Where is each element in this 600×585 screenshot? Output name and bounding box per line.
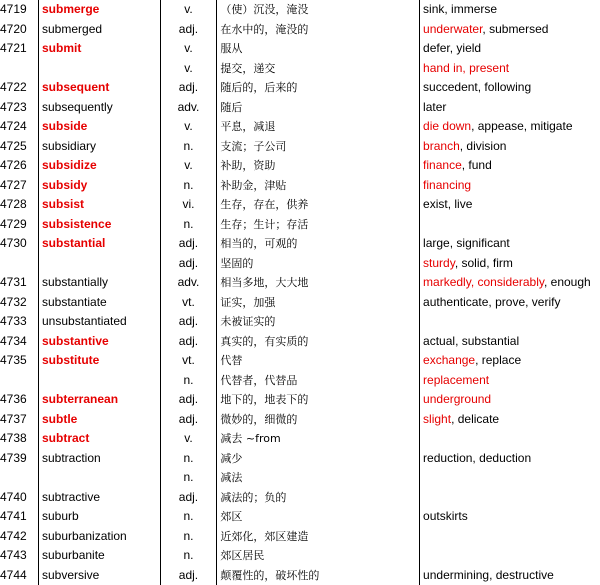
table-row bbox=[0, 117, 600, 137]
english-synonyms bbox=[420, 468, 600, 488]
headword: subsequent bbox=[39, 78, 161, 98]
synonym-highlighted: financing bbox=[423, 177, 472, 192]
synonym-text: , submersed bbox=[482, 21, 549, 36]
headword bbox=[39, 59, 161, 79]
english-synonyms bbox=[420, 312, 600, 332]
synonym-text: exist, live bbox=[423, 197, 473, 211]
synonym-text: , enough bbox=[543, 275, 591, 289]
synonym-text: actual, substantial bbox=[423, 333, 520, 348]
part-of-speech: n. bbox=[160, 215, 217, 235]
table-row bbox=[0, 137, 600, 157]
headword: subsequently bbox=[39, 98, 161, 118]
synonym-text: outskirts bbox=[423, 509, 468, 523]
table-row bbox=[0, 351, 600, 371]
synonym-text: authenticate, prove, verify bbox=[423, 294, 561, 309]
table-row bbox=[0, 488, 600, 508]
part-of-speech: adj. bbox=[160, 390, 217, 410]
synonym-text: undermining, destructive bbox=[423, 567, 554, 582]
entry-number: 4731 bbox=[0, 275, 27, 289]
headword: suburbanization bbox=[39, 527, 161, 547]
synonym-text: , solid, firm bbox=[454, 255, 513, 270]
english-synonyms bbox=[420, 273, 600, 293]
part-of-speech: adj. bbox=[160, 254, 217, 274]
english-synonyms bbox=[420, 371, 600, 391]
headword: subversive bbox=[39, 566, 161, 585]
entry-number: 4720 bbox=[0, 21, 27, 36]
english-synonyms bbox=[420, 351, 600, 371]
headword: subsistence bbox=[39, 215, 161, 235]
entry-number: 4732 bbox=[0, 294, 27, 309]
table-row bbox=[0, 273, 600, 293]
entry-number bbox=[0, 59, 39, 79]
chinese-meaning: 坚固的 bbox=[220, 256, 254, 270]
entry-number: 4741 bbox=[0, 509, 27, 523]
headword: subsidize bbox=[39, 156, 161, 176]
synonym-text: , appease, mitigate bbox=[471, 119, 573, 133]
synonym-highlighted: underground bbox=[423, 392, 492, 406]
table-row bbox=[0, 59, 600, 79]
part-of-speech: n. bbox=[160, 546, 217, 566]
part-of-speech: v. bbox=[160, 429, 217, 449]
headword: substantiate bbox=[39, 293, 161, 313]
headword: subtractive bbox=[39, 488, 161, 508]
chinese-meaning: 减去 ~from bbox=[220, 432, 281, 445]
part-of-speech: adj. bbox=[160, 410, 217, 430]
chinese-meaning: 支流；子公司 bbox=[220, 139, 287, 153]
table-row bbox=[0, 410, 600, 430]
part-of-speech: adv. bbox=[160, 98, 217, 118]
entry-number: 4740 bbox=[0, 489, 27, 504]
entry-number: 4724 bbox=[0, 119, 27, 133]
chinese-meaning: 颠覆性的，破坏性的 bbox=[220, 568, 320, 582]
entry-number: 4744 bbox=[0, 567, 27, 582]
synonym-text: later bbox=[423, 99, 447, 114]
entry-number: 4742 bbox=[0, 528, 27, 543]
chinese-meaning: 平息，减退 bbox=[220, 120, 276, 133]
synonym-highlighted: finance bbox=[423, 158, 462, 172]
table-row bbox=[0, 234, 600, 254]
entry-number: 4726 bbox=[0, 158, 27, 172]
english-synonyms bbox=[420, 98, 600, 118]
table-row bbox=[0, 195, 600, 215]
entry-number: 4738 bbox=[0, 431, 27, 445]
synonym-text: , division bbox=[459, 138, 507, 153]
english-synonyms bbox=[420, 195, 600, 215]
english-synonyms bbox=[420, 137, 600, 157]
chinese-meaning: 证实，加强 bbox=[220, 295, 276, 309]
headword: subterranean bbox=[39, 390, 161, 410]
table-row bbox=[0, 176, 600, 196]
headword: submerge bbox=[39, 0, 161, 20]
chinese-meaning: 生存，存在，供养 bbox=[220, 198, 309, 211]
headword: substantive bbox=[39, 332, 161, 352]
chinese-meaning: 代替 bbox=[220, 354, 243, 367]
chinese-meaning: 减少 bbox=[220, 451, 243, 465]
synonym-highlighted: markedly, considerably bbox=[423, 275, 544, 289]
part-of-speech: n. bbox=[160, 371, 217, 391]
part-of-speech: adj. bbox=[160, 78, 217, 98]
table-row bbox=[0, 20, 600, 40]
part-of-speech: n. bbox=[160, 468, 217, 488]
part-of-speech: vt. bbox=[160, 351, 217, 371]
headword: substitute bbox=[39, 351, 161, 371]
english-synonyms bbox=[420, 78, 600, 98]
table-row bbox=[0, 39, 600, 59]
entry-number: 4721 bbox=[0, 41, 27, 55]
entry-number: 4737 bbox=[0, 411, 27, 426]
chinese-meaning: 地下的，地表下的 bbox=[220, 393, 309, 406]
part-of-speech: adj. bbox=[160, 312, 217, 332]
table-row bbox=[0, 215, 600, 235]
table-row bbox=[0, 468, 600, 488]
part-of-speech: adj. bbox=[160, 488, 217, 508]
synonym-text: defer, yield bbox=[423, 41, 482, 55]
entry-number: 4735 bbox=[0, 353, 27, 367]
english-synonyms bbox=[420, 156, 600, 176]
english-synonyms bbox=[420, 215, 600, 235]
chinese-meaning: 补助金，津贴 bbox=[220, 178, 287, 192]
english-synonyms bbox=[420, 449, 600, 469]
table-row bbox=[0, 332, 600, 352]
headword: subsidy bbox=[39, 176, 161, 196]
synonym-highlighted: hand in, present bbox=[423, 60, 510, 75]
headword bbox=[39, 254, 161, 274]
part-of-speech: adv. bbox=[160, 273, 217, 293]
english-synonyms bbox=[420, 39, 600, 59]
english-synonyms bbox=[420, 566, 600, 585]
chinese-meaning: 随后 bbox=[220, 100, 243, 114]
entry-number: 4734 bbox=[0, 333, 27, 348]
entry-number: 4739 bbox=[0, 450, 27, 465]
chinese-meaning: 相当的，可观的 bbox=[220, 237, 298, 250]
part-of-speech: v. bbox=[160, 156, 217, 176]
synonym-text: succedent, following bbox=[423, 80, 532, 94]
entry-number: 4719 bbox=[0, 2, 27, 16]
part-of-speech: adj. bbox=[160, 332, 217, 352]
chinese-meaning: 服从 bbox=[220, 42, 243, 55]
headword bbox=[39, 371, 161, 391]
table-row bbox=[0, 0, 600, 20]
table-row bbox=[0, 156, 600, 176]
synonym-highlighted: sturdy bbox=[423, 255, 455, 270]
english-synonyms bbox=[420, 293, 600, 313]
table-row bbox=[0, 429, 600, 449]
synonym-text: , replace bbox=[475, 353, 522, 367]
english-synonyms bbox=[420, 0, 600, 20]
chinese-meaning: 近郊化，郊区建造 bbox=[220, 529, 309, 543]
entry-number: 4733 bbox=[0, 314, 27, 328]
headword: suburbanite bbox=[39, 546, 161, 566]
table-row bbox=[0, 546, 600, 566]
table-row bbox=[0, 371, 600, 391]
english-synonyms bbox=[420, 234, 600, 254]
headword: subtle bbox=[39, 410, 161, 430]
headword: subtraction bbox=[39, 449, 161, 469]
entry-number: 4727 bbox=[0, 177, 27, 192]
headword: substantial bbox=[39, 234, 161, 254]
chinese-meaning: 郊区居民 bbox=[220, 549, 265, 562]
table-row bbox=[0, 527, 600, 547]
english-synonyms bbox=[420, 429, 600, 449]
part-of-speech: adj. bbox=[160, 234, 217, 254]
table-row bbox=[0, 507, 600, 527]
synonym-highlighted: branch bbox=[423, 138, 460, 153]
table-row bbox=[0, 390, 600, 410]
headword: subsist bbox=[39, 195, 161, 215]
chinese-meaning: 真实的，有实质的 bbox=[220, 334, 309, 348]
entry-number bbox=[0, 254, 39, 274]
part-of-speech: adj. bbox=[160, 566, 217, 585]
chinese-meaning: 代替者，代替品 bbox=[220, 373, 298, 387]
chinese-meaning: 微妙的，细微的 bbox=[220, 412, 298, 426]
english-synonyms bbox=[420, 546, 600, 566]
table-row bbox=[0, 98, 600, 118]
chinese-meaning: 生存；生计；存活 bbox=[220, 217, 309, 231]
english-synonyms bbox=[420, 254, 600, 274]
headword: substantially bbox=[39, 273, 161, 293]
synonym-highlighted: die down bbox=[423, 119, 472, 133]
part-of-speech: v. bbox=[160, 117, 217, 137]
entry-number: 4736 bbox=[0, 392, 27, 406]
table-row bbox=[0, 78, 600, 98]
part-of-speech: n. bbox=[160, 527, 217, 547]
chinese-meaning: （使）沉没，淹没 bbox=[220, 3, 309, 16]
chinese-meaning: 提交，递交 bbox=[220, 61, 276, 75]
headword: subtract bbox=[39, 429, 161, 449]
english-synonyms bbox=[420, 488, 600, 508]
entry-number bbox=[0, 468, 39, 488]
part-of-speech: v. bbox=[160, 39, 217, 59]
part-of-speech: vi. bbox=[160, 195, 217, 215]
table-row bbox=[0, 312, 600, 332]
synonym-text: reduction, deduction bbox=[423, 450, 532, 465]
part-of-speech: n. bbox=[160, 507, 217, 527]
chinese-meaning: 未被证实的 bbox=[220, 315, 276, 328]
english-synonyms bbox=[420, 527, 600, 547]
synonym-highlighted: slight bbox=[423, 411, 452, 426]
headword: subsidiary bbox=[39, 137, 161, 157]
entry-number: 4730 bbox=[0, 236, 27, 250]
english-synonyms bbox=[420, 507, 600, 527]
english-synonyms bbox=[420, 410, 600, 430]
synonym-text: , delicate bbox=[451, 411, 500, 426]
chinese-meaning: 随后的，后来的 bbox=[220, 81, 298, 94]
chinese-meaning: 在水中的，淹没的 bbox=[220, 22, 309, 36]
english-synonyms bbox=[420, 390, 600, 410]
synonym-highlighted: underwater bbox=[423, 21, 483, 36]
entry-number: 4729 bbox=[0, 216, 27, 231]
entry-number: 4728 bbox=[0, 197, 27, 211]
part-of-speech: n. bbox=[160, 137, 217, 157]
synonym-text: , fund bbox=[461, 158, 492, 172]
part-of-speech: adj. bbox=[160, 20, 217, 40]
chinese-meaning: 减法的；负的 bbox=[220, 490, 287, 504]
english-synonyms bbox=[420, 117, 600, 137]
headword: unsubstantiated bbox=[39, 312, 161, 332]
english-synonyms bbox=[420, 20, 600, 40]
part-of-speech: v. bbox=[160, 0, 217, 20]
table-row bbox=[0, 293, 600, 313]
part-of-speech: n. bbox=[160, 176, 217, 196]
entry-number bbox=[0, 371, 39, 391]
chinese-meaning: 郊区 bbox=[220, 510, 243, 523]
headword: subside bbox=[39, 117, 161, 137]
english-synonyms bbox=[420, 176, 600, 196]
part-of-speech: v. bbox=[160, 59, 217, 79]
entry-number: 4743 bbox=[0, 548, 27, 562]
chinese-meaning: 减法 bbox=[220, 471, 243, 484]
part-of-speech: vt. bbox=[160, 293, 217, 313]
table-row bbox=[0, 566, 600, 585]
entry-number: 4725 bbox=[0, 138, 27, 153]
entry-number: 4722 bbox=[0, 80, 27, 94]
synonym-highlighted: replacement bbox=[423, 372, 490, 387]
synonym-text: large, significant bbox=[423, 236, 510, 250]
headword: submerged bbox=[39, 20, 161, 40]
entry-number: 4723 bbox=[0, 99, 27, 114]
chinese-meaning: 补助，资助 bbox=[220, 159, 276, 172]
chinese-meaning: 相当多地，大大地 bbox=[220, 276, 309, 289]
english-synonyms bbox=[420, 332, 600, 352]
table-row bbox=[0, 449, 600, 469]
table-row bbox=[0, 254, 600, 274]
english-synonyms bbox=[420, 59, 600, 79]
part-of-speech: n. bbox=[160, 449, 217, 469]
headword: suburb bbox=[39, 507, 161, 527]
synonym-text: sink, immerse bbox=[423, 2, 498, 16]
synonym-highlighted: exchange bbox=[423, 353, 476, 367]
headword bbox=[39, 468, 161, 488]
headword: submit bbox=[39, 39, 161, 59]
